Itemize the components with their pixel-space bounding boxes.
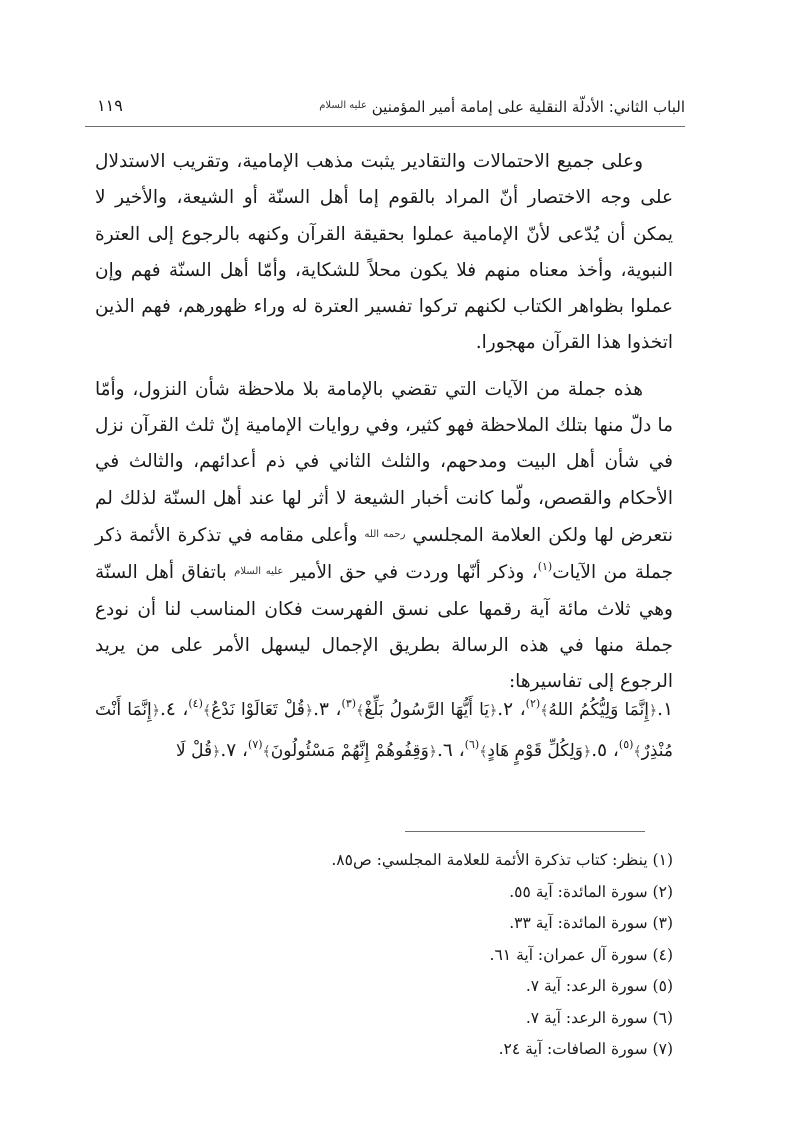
footnotes [253,845,673,1066]
verse-number: ٥. [591,740,608,761]
verse-text: إِنَّمَا وَلِيُّكُمُ اللهُ [548,700,649,720]
footnote: (٤) سورة آل عمران: آية ٦١. [489,945,673,964]
verse-text: يَا أَيُّهَا الرَّسُولُ بَلِّغْ [364,700,490,720]
paragraph: وعلى جميع الاحتمالات والتقادير يثبت مذهب الإمامية، وتقريب الاستدلال على وجه الاختصار أنّ المراد بالقوم إما أهل السنّة أو الشيعة، والأخير لا يمكن أن يُدّعى لأنّ الإمامية عملوا بحقيقة القرآن وكنهه بالرجوع إلى العترة النبوية، وأخذ معناه منهم فلا يكون محلاً للشكاية، وأمّا أهل السنّة فهم وإن عملوا بظواهر الكتاب لكنهم تركوا تفسير العترة له وراء ظهورهم، فهم الذين اتخذوا هذا القرآن مهجورا. [95,151,673,354]
chapter-title-text: الباب الثاني: الأدلّة النقلية على إمامة أمير المؤمنين [371,98,685,116]
honorific-symbol: عليه السلام [234,566,284,578]
footnote-reference[interactable]: (٢) [525,697,541,710]
verse-open-bracket: ﴿ [489,703,498,719]
verse-close-bracket: ﴾ [540,703,549,719]
verse-open-bracket: ﴿ [583,744,592,760]
footnote-reference[interactable]: (١) [537,560,553,574]
footnote-reference[interactable]: (٧) [248,738,263,751]
verse-open-bracket: ﴿ [212,744,221,760]
body-text [95,144,673,710]
verse-text: قُلْ لَا [176,741,213,761]
verse-number: ٢. [497,699,514,720]
verse-separator: ، [175,699,189,720]
verse-close-bracket: ﴾ [633,744,642,760]
page-number: ١١٩ [97,96,123,115]
verse-close-bracket: ﴾ [479,744,488,760]
verse-item [176,699,329,720]
verse-number: ١. [657,699,673,720]
paragraph-text: باتفاق أهل السنّة وهي ثلاث مائة آية رقمها على نسق الفهرست فكان المناسب لنا أن نودع جملة منها في هذه الرسالة بطريق الإجمال ليسهل الأمر على من يريد الرجوع إلى تفاسيرها: [95,562,673,693]
verse-text: وَقِفُوهُمْ إِنَّهُمْ مَسْئُولُونَ [270,741,429,761]
verse-item [513,699,673,720]
verse-number: ٦. [437,740,453,761]
footnote-reference[interactable]: (٤) [188,697,203,710]
verse-close-bracket: ﴾ [262,744,271,760]
verse-separator: ، [328,699,342,720]
paragraph-text: ، وذكر أنّها وردت في حق الأمير [290,562,538,584]
footnote-reference[interactable]: (٦) [464,738,480,751]
verse-close-bracket: ﴾ [202,703,212,719]
paragraph-text: هذه جملة من الآيات التي تقضي بالإمامة بلا ملاحظة شأن النزول، وأمّا ما دلّ منها بتلك الملاحظة فهو كثير، وفي روايات الإمامية إنّ ثلث القرآن نزل في شأن أهل البيت ومدحهم، والثلث الثاني في ذم أعدائهم، والثالث في الأحكام والقصص، ولّما كانت أخبار الشيعة لا أثر لها عند أهل السنّة لذلك لم نتعرض لها ولكن العلامة المجلسي [95,378,673,546]
paragraph-text: وأعلى مقامه في تذكرة الأئمة ذكر جملة من الآيات [95,524,674,584]
honorific-symbol: عليه السلام [319,100,367,111]
verse-text: وَلِكُلِّ قَوْمٍ هَادٍ [487,741,584,761]
paragraph [95,372,673,701]
footnote-reference[interactable]: (٥) [618,738,634,751]
verse-separator: ، [452,740,465,761]
verse-close-bracket: ﴾ [356,703,365,719]
verse-open-bracket: ﴿ [304,703,314,719]
verse-item [176,740,236,761]
verse-number: ٧. [220,740,237,761]
verse-number: ٤. [159,699,176,720]
verse-list [95,690,673,772]
verse-text: إِنَّمَا أَنْتَ مُنْذِرٌ [95,700,673,761]
verse-separator: ، [236,740,249,761]
verse-number: ٣. [313,699,329,720]
verse-separator: ، [607,740,619,761]
running-header [85,90,685,127]
footnote: (٧) سورة الصافات: آية ٢٤. [498,1040,673,1058]
footnote: (٥) سورة الرعد: آية ٧. [525,977,673,995]
verse-item [453,740,607,761]
footnote: (٦) سورة الرعد: آية ٧. [525,1008,673,1027]
verse-open-bracket: ﴿ [428,744,437,760]
footnote: (٣) سورة المائدة: آية ٣٣. [509,914,673,932]
footnote-separator [405,831,645,832]
footnote: (١) ينظر: كتاب تذكرة الأئمة للعلامة المجلسي: ص٨٥. [331,851,673,869]
verse-separator: ، [513,699,526,720]
footnote-reference[interactable]: (٣) [341,697,357,710]
verse-item [329,699,513,720]
footnote: (٢) سورة المائدة: آية ٥٥. [509,882,673,901]
verse-item [236,740,453,761]
verse-text: قُلْ تَعَالَوْا نَدْعُ [211,700,305,720]
verse-open-bracket: ﴿ [151,703,160,719]
honorific-symbol: رحمه الله [364,528,406,540]
chapter-title [319,98,685,116]
verse-open-bracket: ﴿ [648,703,658,719]
